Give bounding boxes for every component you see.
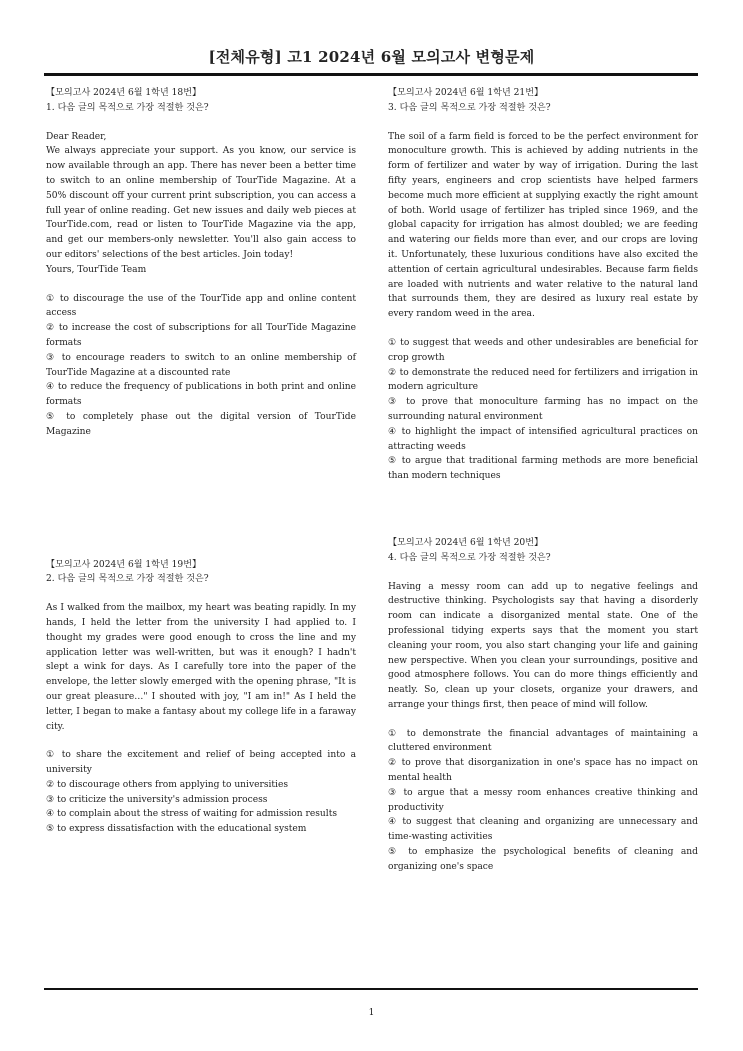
left-column bbox=[46, 86, 356, 837]
passage-paragraph: Dear Reader, bbox=[46, 131, 107, 142]
header-rule bbox=[44, 73, 698, 76]
question-source: 【모의고사 2024년 6월 1학년 18번】 bbox=[46, 88, 202, 98]
answer-option: ⑤ to express dissatisfaction with the educational system bbox=[46, 824, 307, 835]
passage-paragraph: As I walked from the mailbox, my heart was beating rapidly. In my hands, I held the letter from the university I had applied to. I thought my grades were good enough to cross the line and my application letter was well-written, but was it enough? I hadn't slept a wink for days. As I carefully tore into the paper of the envelope, the letter slowly emerged with the opening phrase, "It is our great pleasure…" I shouted with joy, "I am in!" As I held the letter, I began to make a fantasy about my college life in a faraway city. bbox=[46, 603, 356, 732]
answer-option: ② to prove that disorganization in one's space has no impact on mental health bbox=[388, 758, 698, 784]
answer-option: ④ to suggest that cleaning and organizing are unnecessary and time-wasting activities bbox=[388, 817, 698, 843]
passage-paragraph: The soil of a farm field is forced to be the perfect environment for monoculture growth. This is achieved by adding nutrients in the form of fertilizer and water by way of irrigation. During the last fifty years, engineers and crop scientists have helped farmers become much more efficient at supplying exactly the right amount of both. World usage of fertilizer has tripled since 1969, and the global capacity for irrigation has almost doubled; we are feeding and watering our fields more than ever, and our crops are loving it. Unfortunately, these luxurious conditions have also excited the attention of certain agricultural undesirables. Because farm fields are loaded with nutrients and water relative to the natural land that surrounds them, they are desired as luxury real estate by every random weed in the area. bbox=[388, 131, 698, 320]
answer-option: ② to discourage others from applying to universities bbox=[46, 779, 289, 790]
passage-paragraph: Having a messy room can add up to negative feelings and destructive thinking. Psychologists say that having a disorderly room can indicate a disorganized mental state. One of the professional tidying experts says that the moment you start cleaning your room, you also start changing your life and gaining new perspective. When you clean your surroundings, positive and good atmosphere follows. You can do more things efficiently and neatly. So, clean up your closets, organize your drawers, and arrange your things first, then peace of mind will follow. bbox=[388, 581, 698, 710]
answer-option: ② to demonstrate the reduced need for fertilizers and irrigation in modern agriculture bbox=[388, 367, 698, 393]
page-number: 1 bbox=[368, 1008, 375, 1018]
question-passage bbox=[388, 130, 698, 322]
question-source: 【모의고사 2024년 6월 1학년 19번】 bbox=[46, 559, 202, 570]
question-source: 【모의고사 2024년 6월 1학년 21번】 bbox=[388, 88, 544, 98]
question-prompt: 2. 다음 글의 목적으로 가장 적절한 것은? bbox=[46, 574, 209, 585]
question-passage bbox=[46, 130, 356, 278]
page-title: [전체유형] 고1 2024년 6월 모의고사 변형문제 bbox=[208, 48, 535, 66]
answer-option: ③ to prove that monoculture farming has no impact on the surrounding natural environment bbox=[388, 397, 698, 422]
question-passage bbox=[46, 601, 356, 734]
passage-paragraph: We always appreciate your support. As you know, our service is now available through an app. There has never been a better time to switch to an online membership of TourTide Magazine. At a 50% discount off your current print subscription, you can access a full year of online reading. Get new issues and daily web pieces at TourTide.com, read or listen to TourTide Magazine via the app, and get our members-only newsletter. You'll also gain access to our editors' selections of the best articles. Join today! bbox=[46, 146, 356, 260]
right-column bbox=[388, 86, 698, 875]
answer-option: ⑤ to completely phase out the digital version of TourTide Magazine bbox=[46, 411, 356, 437]
question-prompt: 3. 다음 글의 목적으로 가장 적절한 것은? bbox=[388, 102, 551, 113]
question-source: 【모의고사 2024년 6월 1학년 20번】 bbox=[388, 537, 544, 548]
answer-option: ③ to criticize the university's admission process bbox=[46, 794, 268, 805]
question-passage bbox=[388, 580, 698, 713]
answer-option: ① to discourage the use of the TourTide app and online content access bbox=[46, 293, 356, 319]
footer-rule bbox=[44, 988, 698, 990]
question-4 bbox=[388, 536, 698, 875]
answer-option: ③ to argue that a messy room enhances creative thinking and productivity bbox=[388, 787, 698, 813]
question-2 bbox=[46, 558, 356, 838]
answer-option: ③ to encourage readers to switch to an online membership of TourTide Magazine at a discounted rate bbox=[46, 352, 356, 378]
question-prompt: 1. 다음 글의 목적으로 가장 적절한 것은? bbox=[46, 102, 209, 113]
answer-option: ① to suggest that weeds and other undesirables are beneficial for crop growth bbox=[388, 337, 698, 363]
answer-option: ⑤ to argue that traditional farming methods are more beneficial than modern techniques bbox=[388, 456, 698, 482]
answer-option: ② to increase the cost of subscriptions for all TourTide Magazine formats bbox=[46, 323, 356, 348]
question-prompt: 4. 다음 글의 목적으로 가장 적절한 것은? bbox=[388, 552, 551, 563]
answer-option: ④ to reduce the frequency of publications in both print and online formats bbox=[46, 382, 356, 408]
answer-option: ④ to highlight the impact of intensified agricultural practices on attracting weeds bbox=[388, 426, 698, 452]
answer-option: ④ to complain about the stress of waiting for admission results bbox=[46, 809, 338, 820]
answer-option: ① to demonstrate the financial advantages of maintaining a cluttered environment bbox=[388, 728, 698, 754]
passage-paragraph: Yours, TourTide Team bbox=[46, 264, 147, 275]
question-3 bbox=[388, 86, 698, 484]
answer-option: ⑤ to emphasize the psychological benefits of cleaning and organizing one's space bbox=[388, 847, 698, 872]
question-1 bbox=[46, 86, 356, 440]
answer-option: ① to share the excitement and relief of being accepted into a university bbox=[46, 750, 356, 776]
